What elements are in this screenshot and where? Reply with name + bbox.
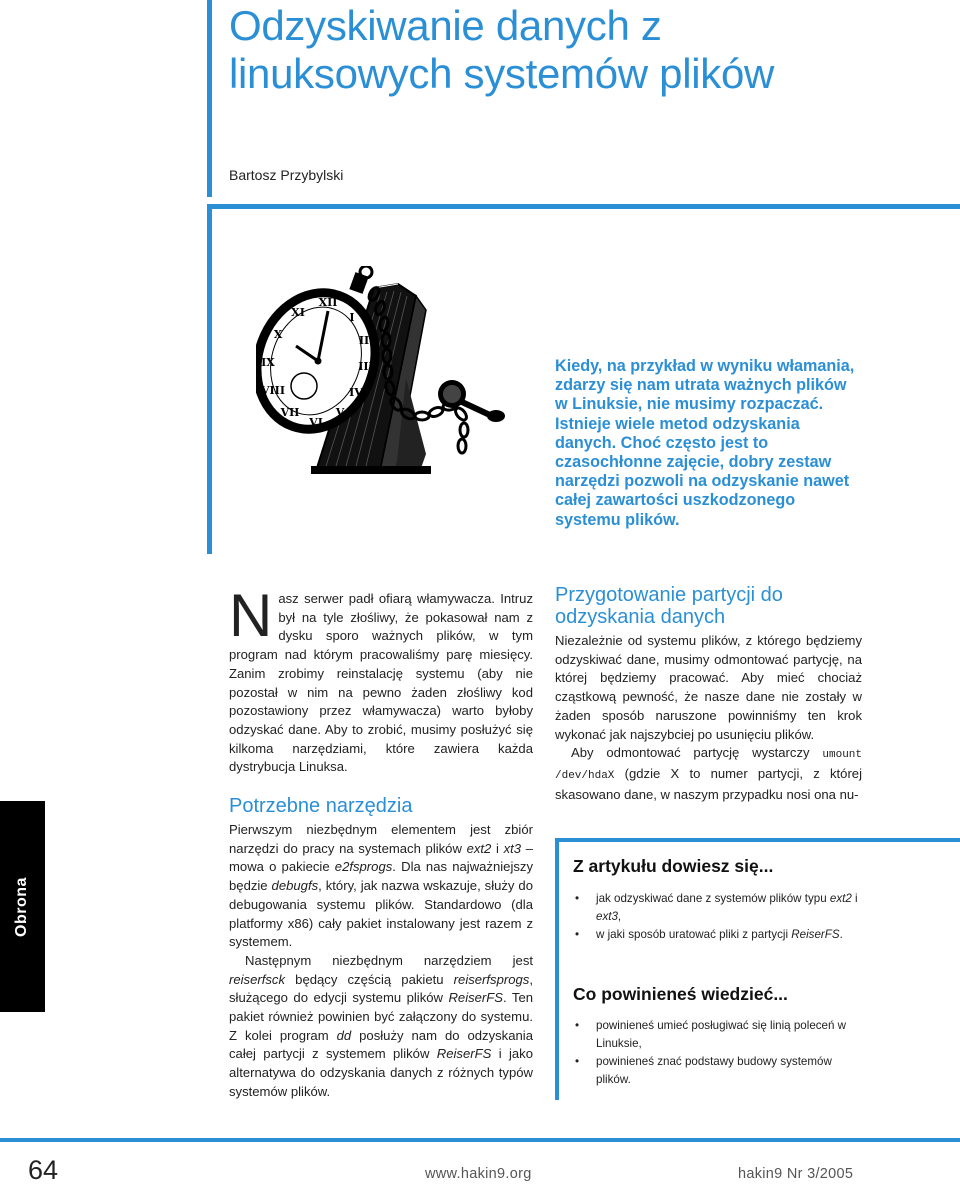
svg-text:V: V	[335, 406, 345, 419]
section-heading-tools: Potrzebne narzędzia	[229, 795, 413, 818]
svg-text:XII: XII	[318, 296, 338, 309]
article-lead: Kiedy, na przykład w wyniku włamania, zdarzy się nam utrata ważnych plików w Linuksie, nie musimy rozpaczać. Istnieje wiele metod odzyskania danych. Choć często jest to czasochłonne zajęcie, dobry zestaw narzędzi pozwoli na odzyskanie nawet całej zawartości uszkodzonego systemu plików.	[555, 357, 855, 529]
intro-paragraph	[229, 582, 533, 777]
bullet-icon: •	[575, 892, 580, 905]
info-heading-know: Co powinieneś wiedzieć...	[573, 984, 788, 1004]
list-item: • powinieneś znać podstawy budowy systemów plików.	[575, 1055, 832, 1086]
list-item: • w jaki sposób uratować pliki z partycji ReiserFS.	[575, 926, 865, 944]
svg-text:IX: IX	[261, 356, 275, 369]
footer-issue: hakin9 Nr 3/2005	[738, 1166, 854, 1182]
info-heading-learn: Z artykułu dowiesz się...	[573, 856, 774, 876]
svg-text:X: X	[273, 328, 283, 341]
svg-text:VII: VII	[280, 406, 300, 419]
intro-text: asz serwer padł ofiarą włamywacza. Intruz był na tyle złośliwy, że pokasował nam z dysku sporo ważnych plików, w tym program nad którym pracowaliśmy parę miesięcy. Zanim zrobimy reinstalację systemu (aby nie pozostał w nim na pewno żaden złośliwy kod pozostawiony przez włamywacza) warto byłoby odzyskać dane. Aby to zrobić, musimy posłużyć się kilkoma narzędziami, które zawiera każda dystrybucja Linuksa.	[229, 591, 533, 775]
svg-text:VIII: VIII	[261, 384, 285, 397]
prep-paragraph-1: Niezależnie od systemu plików, z którego będziemy odzyskiwać dane, musimy odmontować partycję, na której będziemy pracować. Aby mieć chociaż cząstkową pewność, że nasze dane nie zostały w żaden sposób naruszone powinniśmy ten krok wykonać jak najszybciej po usunięciu plików.	[555, 633, 862, 742]
prep-paragraph-2: Aby odmontować partycję wystarczy umount /dev/hdaX (gdzie X to numer partycji, z której skasowano dane, w naszym przypadku nosi ona nu-	[555, 745, 862, 802]
section-tab-label: Obrona	[13, 877, 30, 937]
svg-text:I: I	[349, 311, 355, 324]
bullet-icon: •	[575, 928, 580, 941]
section-heading-prep: Przygotowanie partycji do odzyskania danych	[555, 584, 783, 628]
page-number: 64	[28, 1155, 59, 1185]
svg-text:XI: XI	[291, 306, 305, 319]
right-column	[555, 584, 862, 804]
article-title: Odzyskiwanie danych z linuksowych systemów plików	[229, 2, 775, 97]
svg-text:VI: VI	[309, 416, 323, 429]
svg-text:III: III	[358, 360, 374, 373]
pocket-watch-illustration	[256, 266, 526, 481]
tools-paragraph-1: Pierwszym niezbędnym elementem jest zbiór narzędzi do pracy na systemach plików ext2 i xt3 – mowa o pakiecie e2fsprogs. Dla nas najważniejszy będzie debugfs, który, jak nazwa wskazuje, służy do debugowania systemu plików. Standardowo (dla platformy x86) cały pakiet instalowany jest razem z systemem.	[229, 822, 534, 950]
list-item: • powinieneś umieć posługiwać się linią poleceń w Linuksie,	[575, 1019, 847, 1050]
learn-list	[575, 890, 865, 944]
footer-url: www.hakin9.org	[425, 1166, 532, 1182]
bullet-icon: •	[575, 1019, 580, 1032]
tools-paragraph-2: Następnym niezbędnym narzędziem jest reiserfsck będący częścią pakietu reiserfsprogs, służącego do edycji systemu plików ReiserFS. Ten pakiet również powinien być załączony do systemu. Z kolei program dd posłuży nam do odzyskania całej partycji z systemem plików ReiserFS i jako alternatywa do odzyskania danych z różnych typów systemów plików.	[229, 952, 534, 1099]
left-column	[229, 582, 534, 1102]
footer-divider	[0, 1138, 960, 1142]
list-item: • jak odzyskiwać dane z systemów plików typu ext2 i ext3,	[575, 892, 858, 923]
title-accent-strip	[207, 0, 212, 197]
section-tab	[0, 801, 45, 1012]
dropcap: N	[229, 582, 273, 649]
article-author: Bartosz Przybylski	[229, 167, 344, 183]
svg-text:IV: IV	[349, 386, 363, 399]
bullet-icon: •	[575, 1055, 580, 1068]
svg-text:II: II	[358, 334, 370, 347]
umount-command: umount /dev/hdaX	[555, 749, 862, 782]
know-list	[575, 1017, 865, 1089]
